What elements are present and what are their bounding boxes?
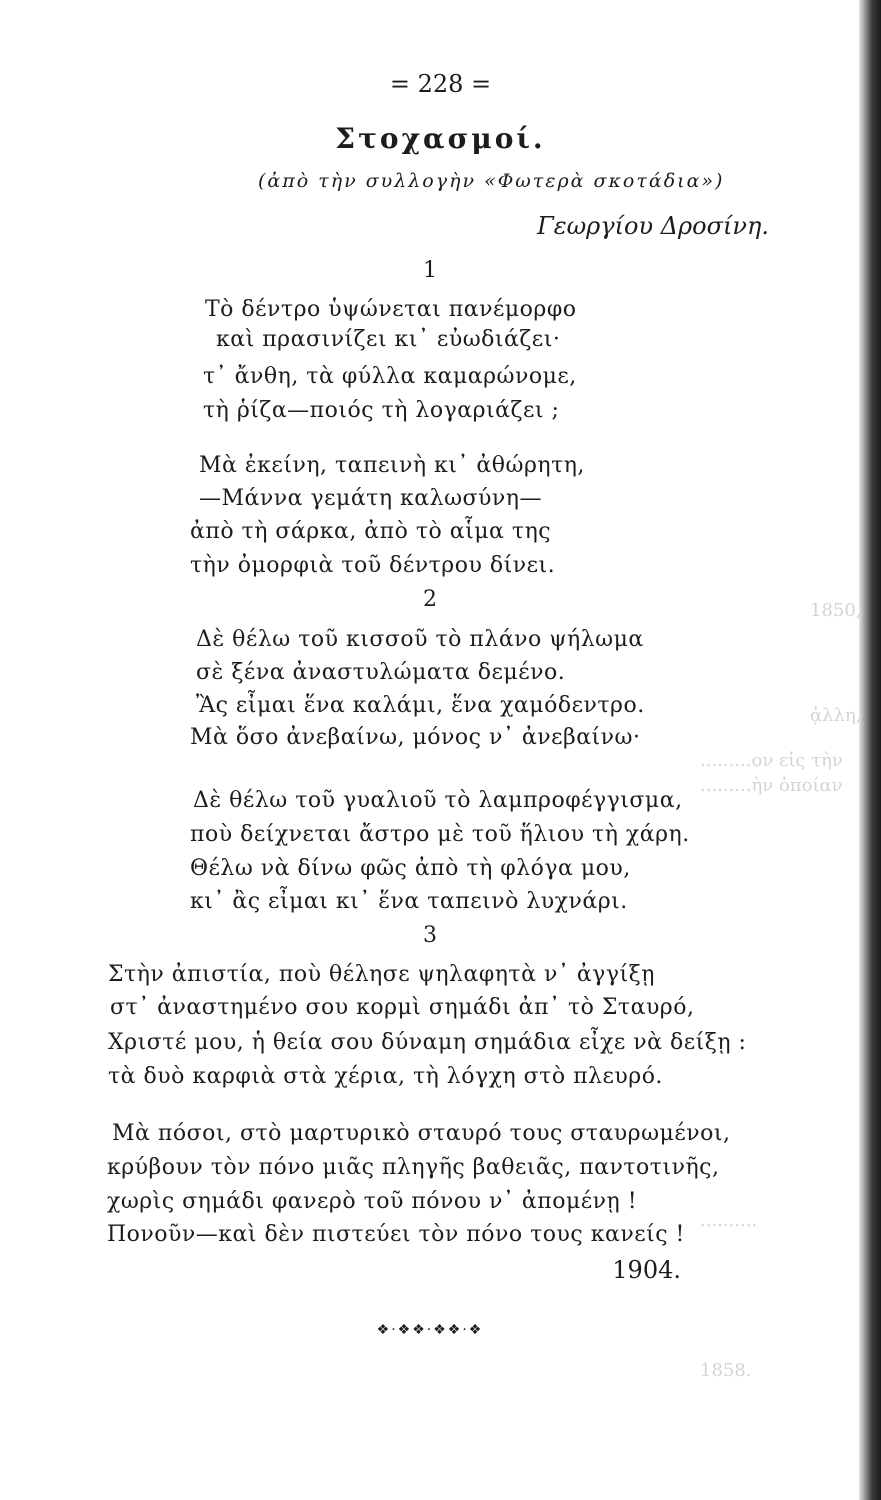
poem-year: 1904. bbox=[612, 1256, 681, 1284]
section-number: 2 bbox=[423, 587, 437, 612]
poem-line: τὴ ῥίζα—ποιός τὴ λογαριάζει ; bbox=[203, 398, 560, 423]
page-gutter-shadow bbox=[859, 0, 881, 1500]
poem-title: Στοχασμοί. bbox=[335, 122, 546, 155]
poem-line: κρύβουν τὸν πόνο μιᾶς πληγῆς βαθειᾶς, παντοτινῆς, bbox=[107, 1155, 720, 1180]
poem-line: ἀπὸ τὴ σάρκα, ἀπὸ τὸ αἷμα της bbox=[190, 519, 552, 544]
poem-line: ποὺ δείχνεται ἄστρο μὲ τοῦ ἥλιου τὴ χάρη. bbox=[190, 822, 690, 847]
bleed-through: 1858. bbox=[700, 1360, 752, 1381]
ornament-divider: ❖·❖❖·❖❖·❖ bbox=[376, 1322, 484, 1338]
bleed-through: ᾀλλη, bbox=[810, 705, 862, 726]
poem-line: τ᾿ ἄνθη, τὰ φύλλα καμαρώνομε, bbox=[203, 364, 577, 389]
poem-line: σὲ ξένα ἀναστυλώματα δεμένο. bbox=[196, 660, 566, 685]
poem-line: Στὴν ἀπιστία, ποὺ θέλησε ψηλαφητὰ ν᾿ ἀγγίξῃ bbox=[108, 962, 655, 987]
page-number: = 228 = bbox=[389, 70, 492, 98]
poem-line: χωρὶς σημάδι φανερὸ τοῦ πόνου ν᾿ ἀπομένῃ ! bbox=[107, 1189, 638, 1214]
poem-line: Δὲ θέλω τοῦ γυαλιοῦ τὸ λαμπροφέγγισμα, bbox=[193, 788, 683, 813]
bleed-through: 1850, bbox=[810, 600, 862, 621]
bleed-through: .........ὴν ὁποίαν bbox=[700, 775, 843, 796]
poem-line: Μὰ ἐκείνη, ταπεινὴ κι᾿ ἀθώρητη, bbox=[199, 453, 585, 478]
poem-line: τὴν ὀμορφιὰ τοῦ δέντρου δίνει. bbox=[190, 553, 556, 578]
poem-line: καὶ πρασινίζει κι᾿ εὐωδιάζει· bbox=[216, 327, 561, 352]
poem-line: κι᾿ ἂς εἶμαι κι᾿ ἕνα ταπεινὸ λυχνάρι. bbox=[190, 889, 628, 914]
poem-line: στ᾿ ἀναστημένο σου κορμὶ σημάδι ἀπ᾿ τὸ Σταυρό, bbox=[110, 995, 695, 1020]
bleed-through: .......... bbox=[700, 1210, 758, 1231]
poem-line: Πονοῦν—καὶ δὲν πιστεύει τὸν πόνο τους κανείς ! bbox=[107, 1222, 685, 1247]
bleed-through: .........ον εἰς τὴν bbox=[700, 750, 843, 771]
poem-line: Μὰ ὅσο ἀνεβαίνω, μόνος ν᾿ ἀνεβαίνω· bbox=[190, 725, 641, 750]
poem-line: —Μάννα γεμάτη καλωσύνη— bbox=[199, 486, 542, 511]
section-number: 1 bbox=[423, 258, 437, 283]
poem-line: Θέλω νὰ δίνω φῶς ἀπὸ τὴ φλόγα μου, bbox=[190, 856, 631, 881]
poem-line: Δὲ θέλω τοῦ κισσοῦ τὸ πλάνο ψήλωμα bbox=[196, 627, 644, 652]
poem-line: Χριστέ μου, ἡ θεία σου δύναμη σημάδια εἶχε νὰ δείξῃ : bbox=[108, 1030, 747, 1055]
source-note: (ἀπὸ τὴν συλλογὴν «Φωτερὰ σκοτάδια») bbox=[258, 170, 725, 192]
poem-line: τὰ δυὸ καρφιὰ στὰ χέρια, τὴ λόγχη στὸ πλευρό. bbox=[108, 1064, 663, 1089]
section-number: 3 bbox=[423, 923, 437, 948]
poem-line: Ἂς εἶμαι ἕνα καλάμι, ἕνα χαμόδεντρο. bbox=[196, 693, 645, 718]
poem-line: Μὰ πόσοι, στὸ μαρτυρικὸ σταυρό τους σταυρωμένοι, bbox=[112, 1121, 731, 1146]
author-name: Γεωργίου Δροσίνη. bbox=[537, 212, 769, 240]
poem-line: Τὸ δέντρο ὑψώνεται πανέμορφο bbox=[205, 297, 577, 322]
